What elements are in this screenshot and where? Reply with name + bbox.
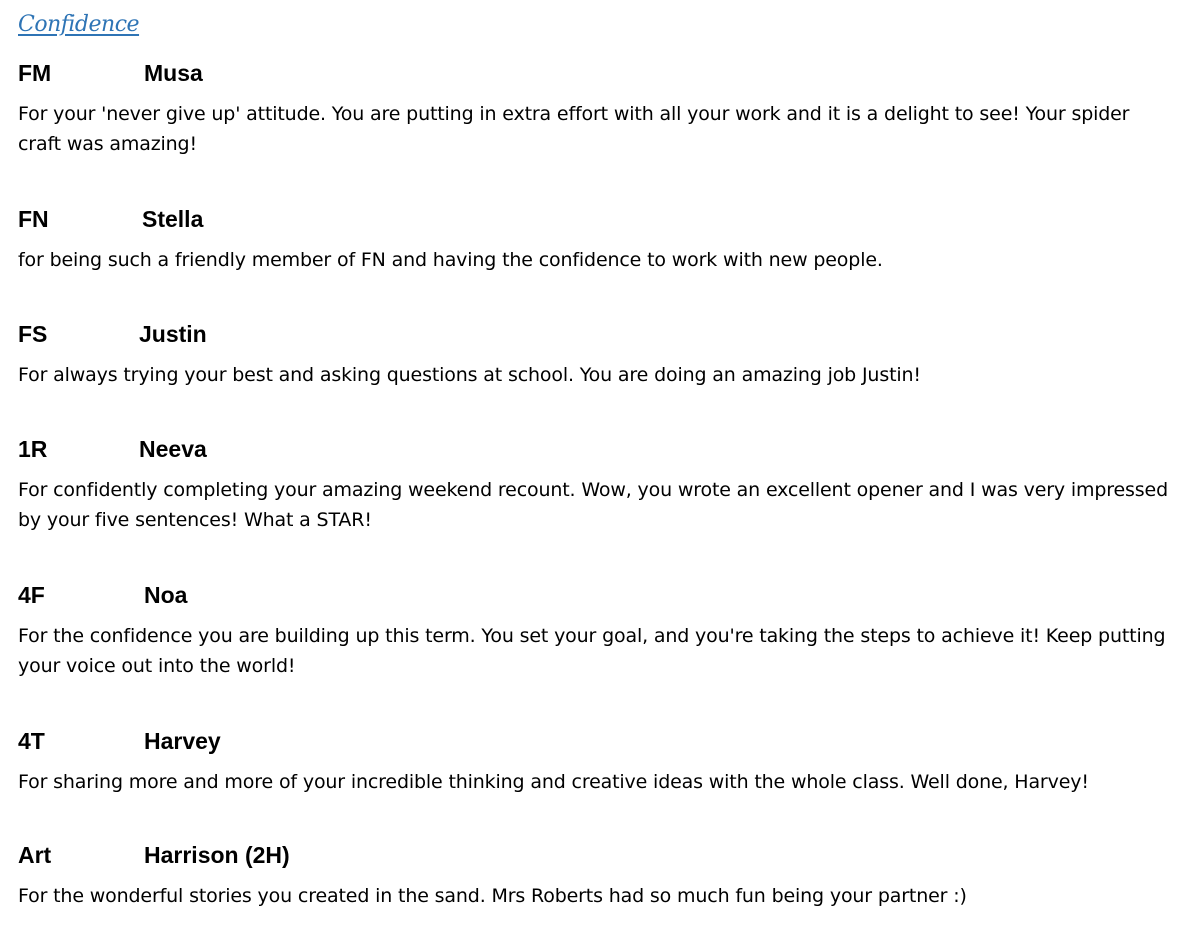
- entry-heading: [18, 842, 1178, 872]
- award-reason: For confidently completing your amazing weekend recount. Wow, you wrote an excellent opener and I was very impressed by your five sentences! What a STAR!: [18, 479, 1169, 531]
- class-code: Art: [18, 842, 52, 868]
- class-code: FN: [18, 206, 49, 232]
- award-reason: For your 'never give up' attitude. You are putting in extra effort with all your work and it is a delight to see! Your spider craft was amazing!: [18, 103, 1130, 155]
- award-reason: for being such a friendly member of FN and having the confidence to work with new people.: [18, 249, 883, 271]
- class-code: 4F: [18, 582, 45, 608]
- award-reason: For always trying your best and asking questions at school. You are doing an amazing job Justin!: [18, 364, 921, 386]
- award-reason: For the wonderful stories you created in the sand. Mrs Roberts had so much fun being your partner :): [18, 885, 967, 907]
- entry-heading: [18, 436, 1178, 466]
- student-name: Harrison (2H): [144, 842, 290, 868]
- award-entry: [18, 842, 1178, 907]
- class-code: 1R: [18, 436, 48, 462]
- award-reason: For sharing more and more of your incredible thinking and creative ideas with the whole class. Well done, Harvey!: [18, 771, 1089, 793]
- section-title: Confidence: [18, 12, 140, 37]
- student-name: Musa: [144, 60, 203, 86]
- award-entry: [18, 60, 1178, 155]
- student-name: Justin: [139, 321, 207, 347]
- award-reason: For the confidence you are building up this term. You set your goal, and you're taking the steps to achieve it! Keep putting your voice out into the world!: [18, 625, 1166, 677]
- entry-heading: [18, 728, 1178, 758]
- student-name: Harvey: [144, 728, 221, 754]
- student-name: Stella: [142, 206, 204, 232]
- class-code: 4T: [18, 728, 45, 754]
- award-entry: [18, 206, 1178, 271]
- award-entry: [18, 436, 1178, 531]
- class-code: FM: [18, 60, 52, 86]
- student-name: Noa: [144, 582, 188, 608]
- student-name: Neeva: [139, 436, 207, 462]
- award-entry: [18, 321, 1178, 386]
- class-code: FS: [18, 321, 48, 347]
- entry-heading: [18, 582, 1178, 612]
- entry-heading: [18, 321, 1178, 351]
- entry-heading: [18, 206, 1178, 236]
- entry-heading: [18, 60, 1178, 90]
- award-entry: [18, 582, 1178, 677]
- award-entry: [18, 728, 1178, 793]
